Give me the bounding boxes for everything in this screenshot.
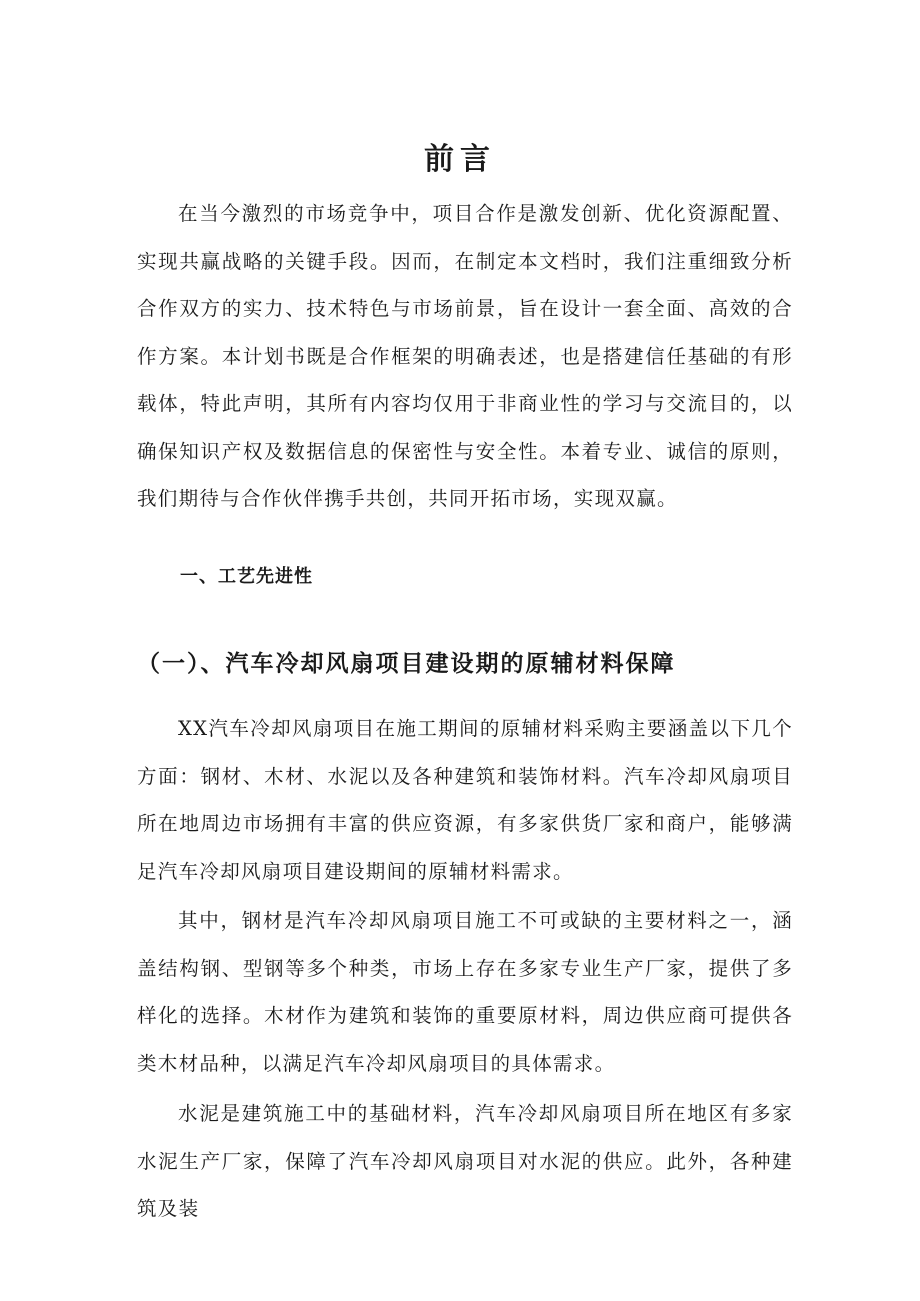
body-paragraph-3: 水泥是建筑施工中的基础材料，汽车冷却风扇项目所在地区有多家水泥生产厂家，保障了汽车冷却风扇项目对水泥的供应。此外，各种建筑及装 bbox=[137, 1102, 793, 1220]
subsection-heading: （一）、汽车冷却风扇项目建设期的原辅材料保障 bbox=[137, 650, 676, 677]
section-heading: 一、工艺先进性 bbox=[180, 566, 313, 587]
body-paragraph-1: XX汽车冷却风扇项目在施工期间的原辅材料采购主要涵盖以下几个方面：钢材、木材、水泥以及各种建筑和装饰材料。汽车冷却风扇项目所在地周边市场拥有丰富的供应资源，有多家供货厂家和商户，能够满足汽车冷却风扇项目建设期间的原辅材料需求。 bbox=[137, 717, 793, 883]
preface-paragraph: 在当今激烈的市场竞争中，项目合作是激发创新、优化资源配置、实现共赢战略的关键手段。因而，在制定本文档时，我们注重细致分析合作双方的实力、技术特色与市场前景，旨在设计一套全面、高效的合作方案。本计划书既是合作框架的明确表述，也是搭建信任基础的有形载体，特此声明，其所有内容均仅用于非商业性的学习与交流目的，以确保知识产权及数据信息的保密性与安全性。本着专业、诚信的原则，我们期待与合作伙伴携手共创，共同开拓市场，实现双赢。 bbox=[137, 202, 793, 510]
page-title: 前言 bbox=[424, 142, 496, 178]
body-paragraph-2: 其中，钢材是汽车冷却风扇项目施工不可或缺的主要材料之一，涵盖结构钢、型钢等多个种类，市场上存在多家专业生产厂家，提供了多样化的选择。木材作为建筑和装饰的重要原材料，周边供应商可提供各类木材品种，以满足汽车冷却风扇项目的具体需求。 bbox=[137, 909, 793, 1075]
